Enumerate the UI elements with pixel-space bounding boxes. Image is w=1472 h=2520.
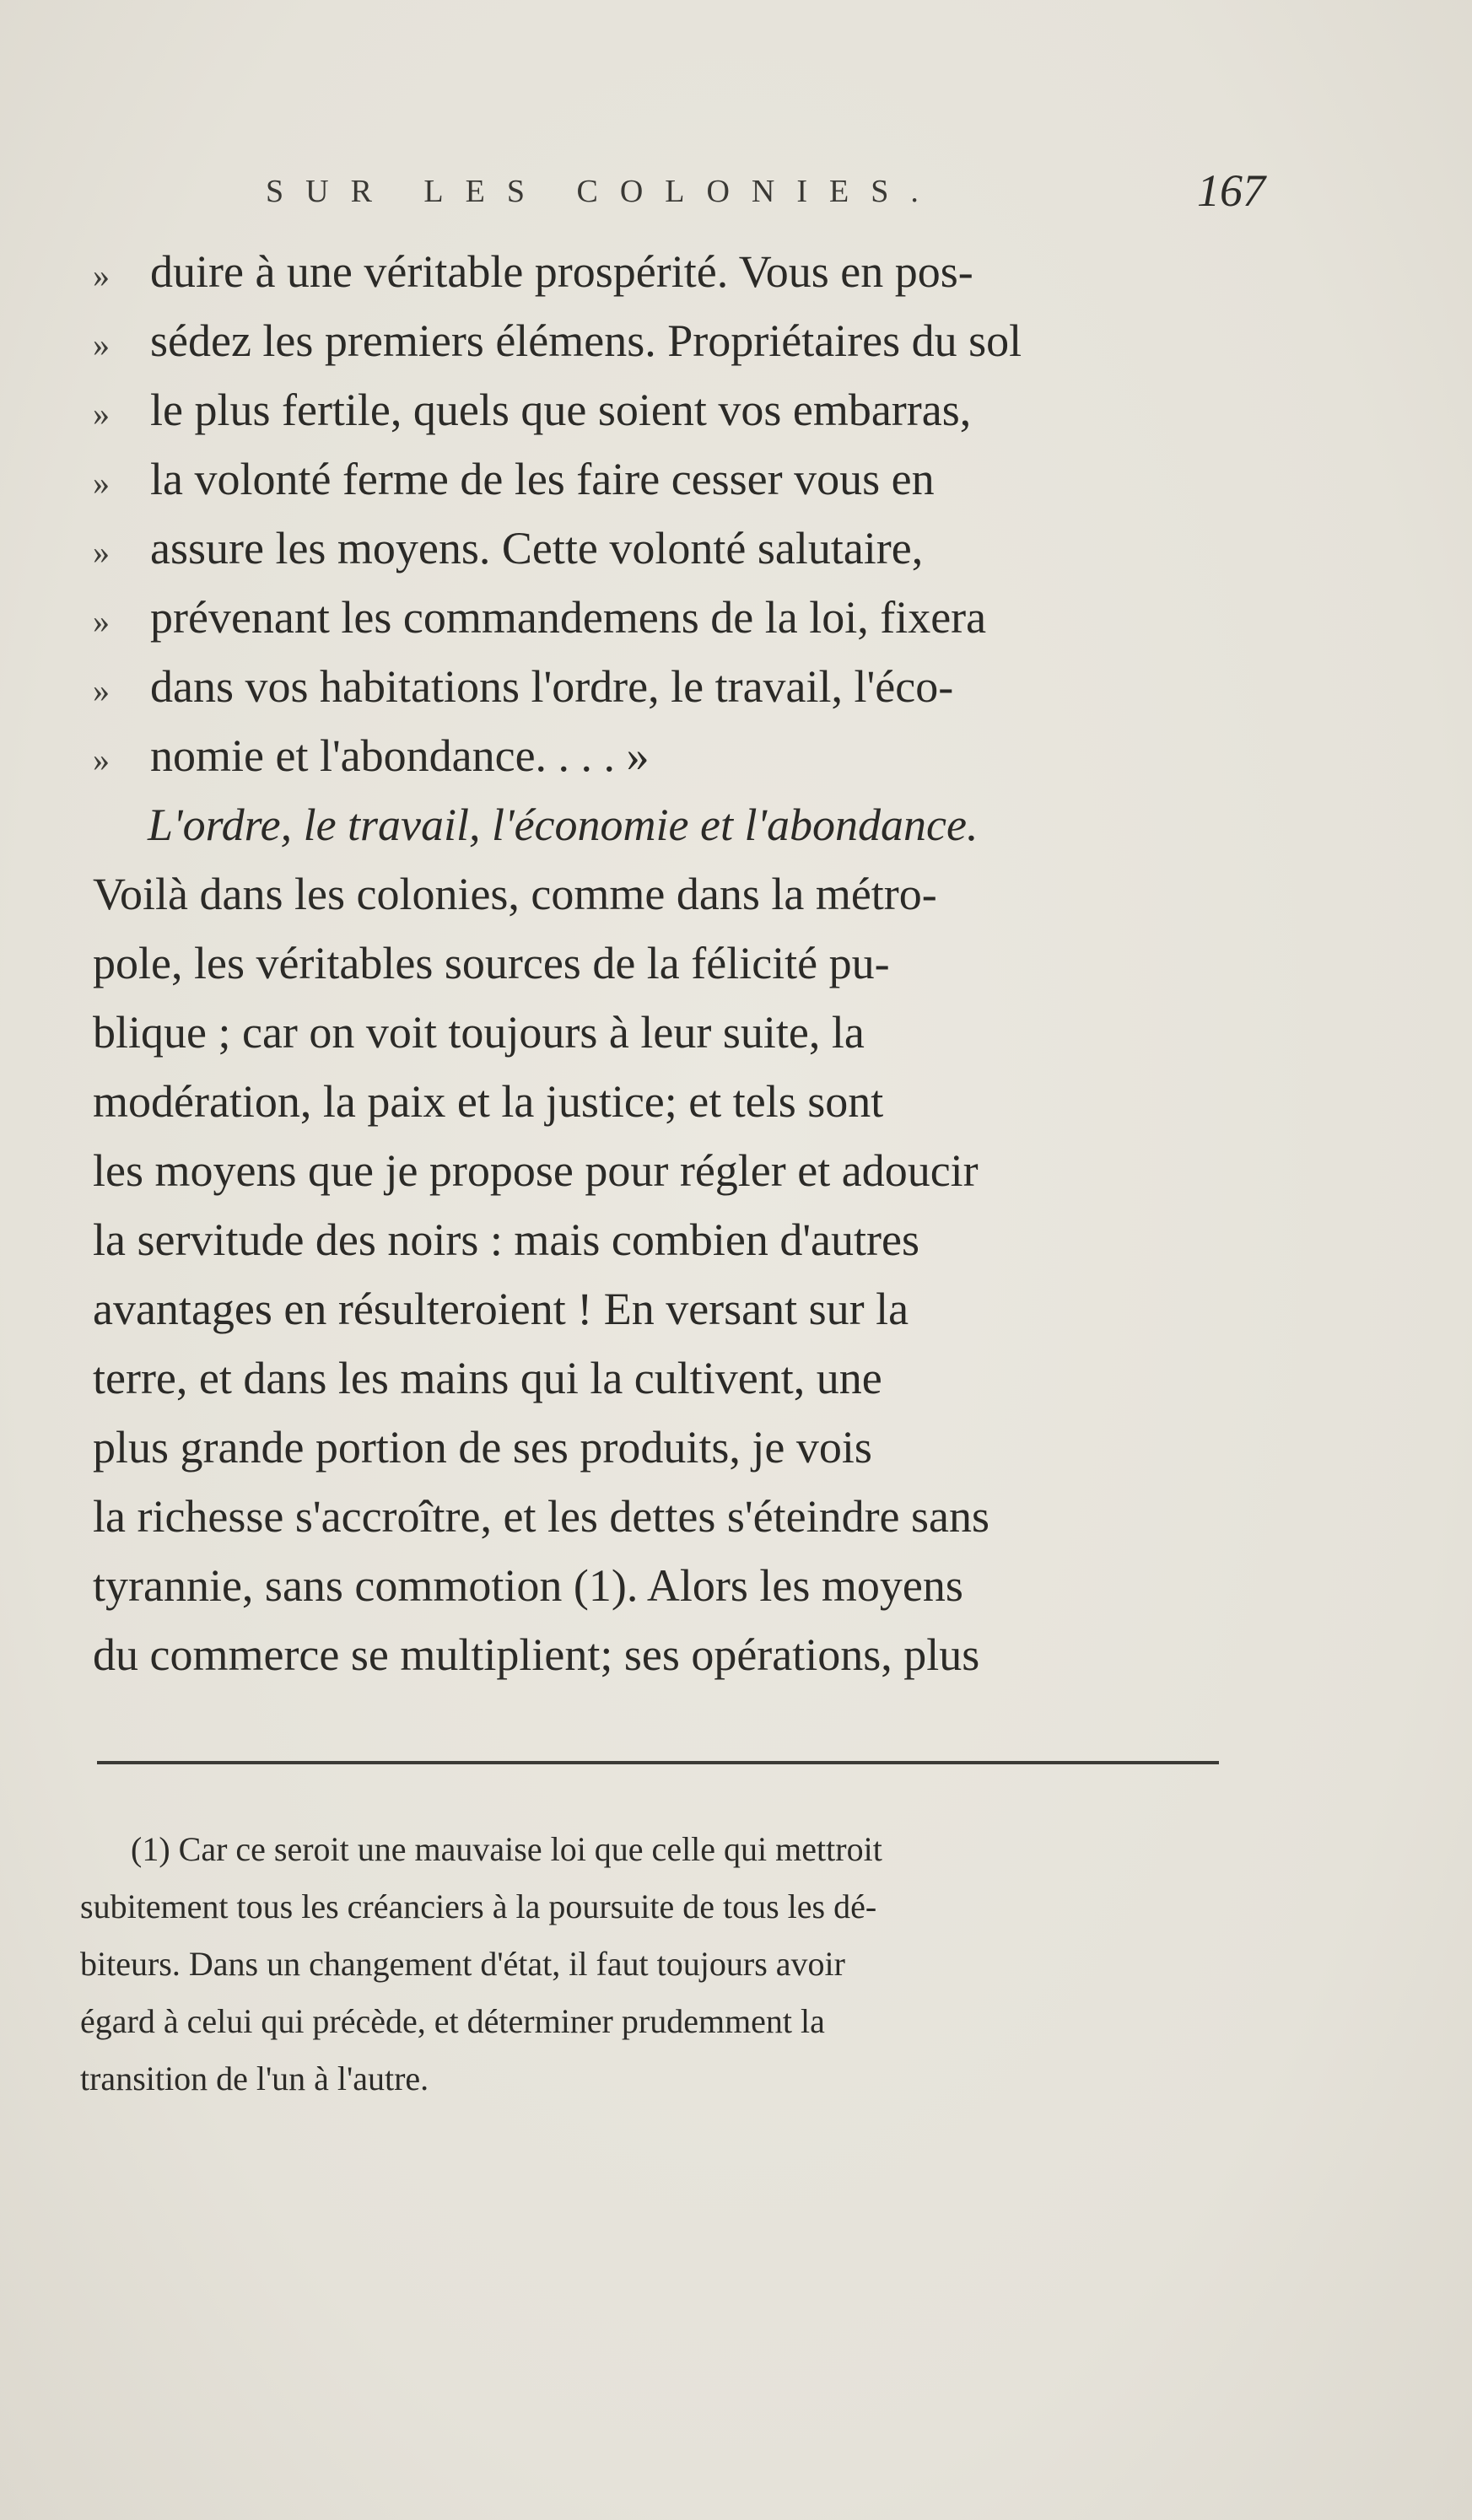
text-line xyxy=(93,1481,1270,1552)
line-text: la richesse s'accroître, et les dettes s'éteindre sans xyxy=(93,1491,990,1542)
text-line xyxy=(93,582,1270,653)
line-text: prévenant les commandemens de la loi, fixera xyxy=(150,592,987,643)
footnote-line: égard à celui qui précède, et déterminer prudemment la xyxy=(80,2002,825,2040)
text-line xyxy=(93,1343,1270,1413)
footnote-line: biteurs. Dans un changement d'état, il faut toujours avoir xyxy=(80,1945,845,1983)
line-text: le plus fertile, quels que soient vos embarras, xyxy=(150,385,972,435)
quote-mark: » xyxy=(93,671,110,709)
text-line xyxy=(93,1066,1270,1137)
quote-mark: » xyxy=(93,256,110,294)
line-text: duire à une véritable prospérité. Vous en pos- xyxy=(150,246,973,297)
quote-mark: » xyxy=(93,740,110,778)
quote-mark: » xyxy=(93,464,110,502)
line-text: la volonté ferme de les faire cesser vous en xyxy=(150,454,935,504)
text-line xyxy=(93,1135,1270,1206)
line-text: nomie et l'abondance. . . . » xyxy=(150,730,650,781)
text-line xyxy=(93,1273,1270,1344)
text-line xyxy=(93,374,1270,445)
footnote-rule xyxy=(97,1761,1219,1764)
text-line xyxy=(93,1550,1270,1621)
quote-mark: » xyxy=(93,602,110,640)
line-text: plus grande portion de ses produits, je vois xyxy=(93,1422,872,1473)
line-text: modération, la paix et la justice; et tels sont xyxy=(93,1076,884,1127)
text-line xyxy=(93,305,1270,376)
line-text: tyrannie, sans commotion (1). Alors les moyens xyxy=(93,1560,963,1611)
line-text: les moyens que je propose pour régler et adoucir xyxy=(93,1145,979,1196)
line-text: L'ordre, le travail, l'économie et l'abondance. xyxy=(148,800,979,850)
text-line xyxy=(93,720,1270,791)
text-line xyxy=(93,859,1270,929)
quote-mark: » xyxy=(93,326,110,363)
line-text: Voilà dans les colonies, comme dans la métro- xyxy=(93,869,937,919)
text-line xyxy=(93,928,1270,999)
quote-mark: » xyxy=(93,533,110,571)
line-text: avantages en résulteroient ! En versant sur la xyxy=(93,1284,909,1334)
line-text: assure les moyens. Cette volonté salutaire, xyxy=(150,523,924,573)
text-line xyxy=(93,444,1270,514)
line-text: la servitude des noirs : mais combien d'autres xyxy=(93,1214,919,1265)
line-text: terre, et dans les mains qui la cultivent, une xyxy=(93,1353,882,1403)
line-text: dans vos habitations l'ordre, le travail, l'éco- xyxy=(150,661,954,712)
line-text: pole, les véritables sources de la félicité pu- xyxy=(93,938,890,988)
text-line xyxy=(93,1412,1270,1483)
italic-line xyxy=(148,789,1270,860)
quote-mark: » xyxy=(93,395,110,433)
text-line xyxy=(93,1204,1270,1275)
page-header xyxy=(249,164,1265,223)
text-line xyxy=(93,997,1270,1068)
text-line xyxy=(93,1619,1270,1690)
footnote-line: subitement tous les créanciers à la poursuite de tous les dé- xyxy=(80,1887,877,1925)
text-line xyxy=(93,513,1270,584)
text-line xyxy=(93,236,1270,307)
line-text: du commerce se multiplient; ses opérations, plus xyxy=(93,1629,980,1680)
footnote-line: (1) Car ce seroit une mauvaise loi que celle qui mettroit xyxy=(131,1830,882,1868)
footnote-line: transition de l'un à l'autre. xyxy=(80,2060,429,2097)
running-title: SUR LES COLONIES. xyxy=(266,174,941,209)
page-number: 167 xyxy=(1197,165,1265,216)
text-line xyxy=(93,651,1270,722)
line-text: blique ; car on voit toujours à leur suite, la xyxy=(93,1007,865,1058)
line-text: sédez les premiers élémens. Propriétaires du sol xyxy=(150,315,1022,366)
